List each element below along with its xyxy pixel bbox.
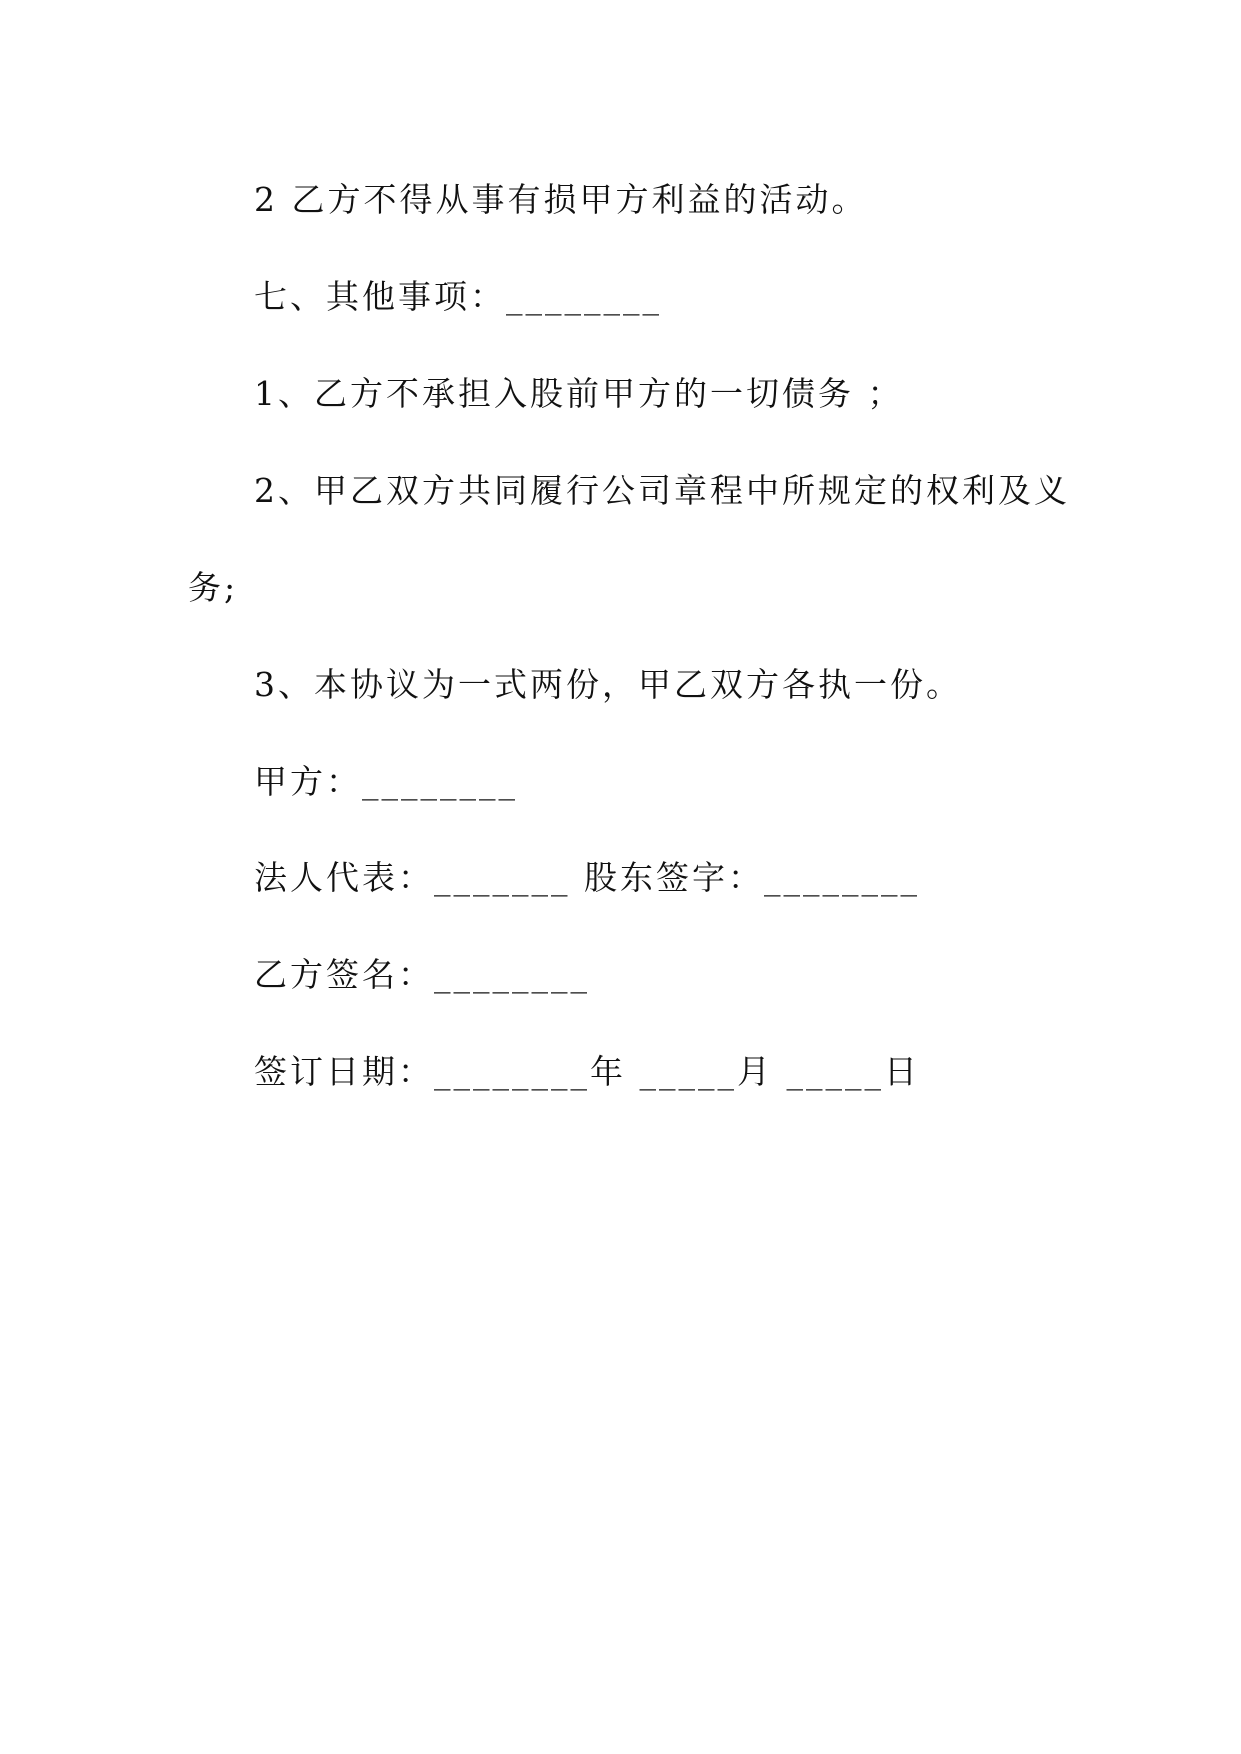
section-7-heading: 七、其他事项：________ — [254, 277, 662, 316]
party-b-signature-field: 乙方签名：________ — [254, 955, 590, 994]
clause-7-item-3: 3、本协议为一式两份，甲乙双方各执一份。 — [254, 665, 962, 704]
clause-7-item-1: 1、乙方不承担入股前甲方的一切债务 ； — [254, 374, 904, 413]
party-a-field: 甲方：________ — [254, 762, 518, 801]
clause-7-item-2-continued: 务; — [188, 568, 239, 607]
representative-signature-field: 法人代表：_______ 股东签字：________ — [254, 858, 920, 897]
clause-7-item-2: 2、甲乙双方共同履行公司章程中所规定的权利及义 — [254, 471, 1070, 510]
clause-6-item-2: 2 乙方不得从事有损甲方利益的活动。 — [254, 180, 868, 219]
signing-date-field: 签订日期：________年 _____月 _____日 — [254, 1052, 920, 1091]
